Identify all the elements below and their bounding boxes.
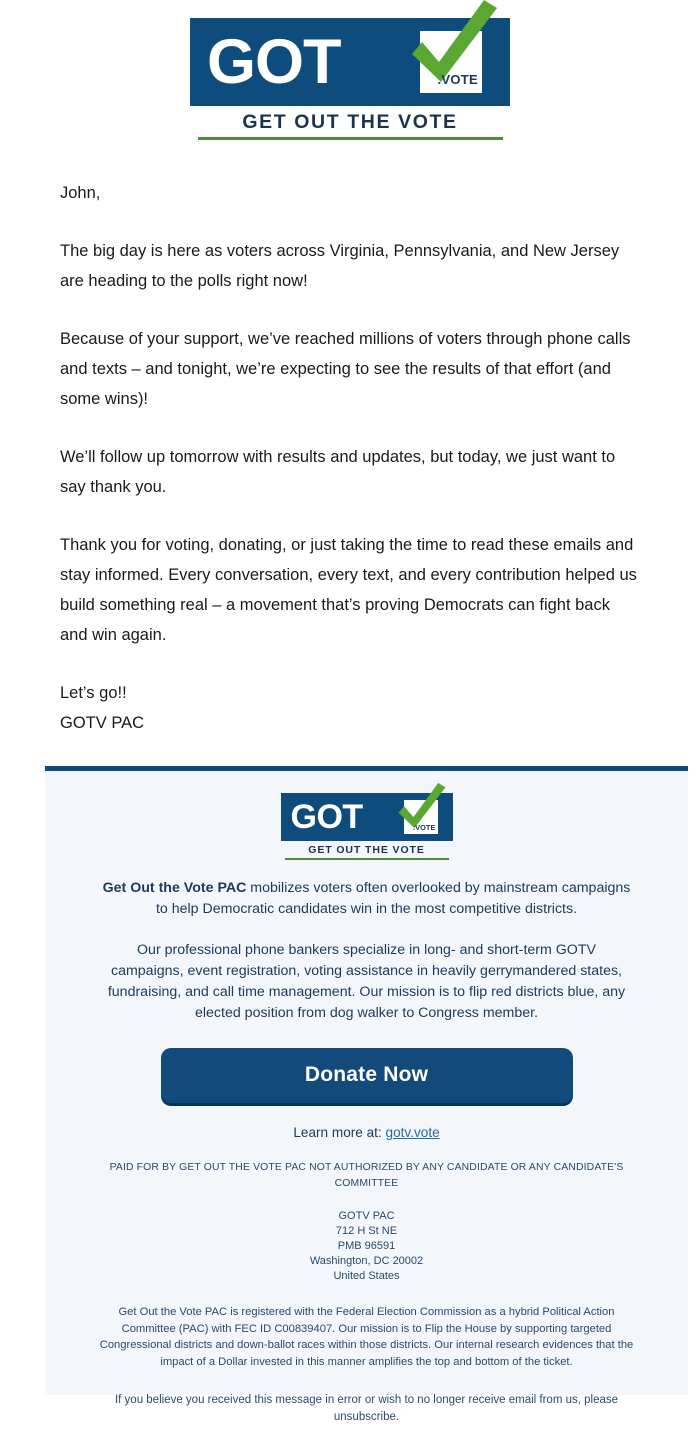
mission-statement	[101, 878, 632, 920]
donate-now-button[interactable]: Donate Now	[161, 1048, 573, 1103]
address-country: United States	[333, 1270, 400, 1282]
address-org: GOTV PAC	[338, 1210, 395, 1222]
footer-logo-green-rule	[285, 858, 449, 860]
signoff-line-2: GOTV PAC	[60, 714, 145, 732]
paid-for-disclaimer: PAID FOR BY GET OUT THE VOTE PAC NOT AUTHORIZED BY ANY CANDIDATE OR ANY CANDIDATE'S COMMITTEE	[109, 1162, 624, 1189]
logo-dotvote-label: .VOTE	[437, 72, 478, 87]
body-paragraph-1: The big day is here as voters across Virginia, Pennsylvania, and New Jersey are heading to the polls right now!	[60, 242, 620, 290]
address-city-state-zip: Washington, DC 20002	[309, 1255, 424, 1267]
mission-statement-rest: mobilizes voters often overlooked by mainstream campaigns to help Democratic candidates win in the most competitive districts.	[155, 880, 631, 917]
signoff-line-1: Let’s go!!	[60, 684, 127, 702]
logo-tagline: GET OUT THE VOTE	[242, 111, 458, 133]
body-paragraph-4: Thank you for voting, donating, or just taking the time to read these emails and stay informed. Every conversation, every text, and every contribution helped us build something real – a movement that’s proving Democrats can fight back and win again.	[60, 536, 637, 644]
donate-row	[63, 1048, 670, 1103]
mission-org-name: Get Out the Vote PAC	[102, 880, 247, 896]
gotv-vote-link[interactable]: gotv.vote	[385, 1125, 440, 1140]
footer-logo-wordmark: GOT	[290, 798, 363, 836]
salutation: John,	[60, 184, 101, 202]
address-street: 712 H St NE	[335, 1225, 398, 1237]
signoff	[60, 678, 640, 738]
mailing-address	[63, 1209, 670, 1284]
brand-logo	[190, 18, 510, 140]
footer-brand-logo	[281, 793, 453, 860]
email-header	[0, 0, 700, 140]
address-pmb: PMB 96591	[337, 1240, 396, 1252]
unsubscribe-text: If you believe you received this message in error or wish to no longer receive email from us, please unsubscribe.	[114, 1394, 619, 1423]
body-paragraph-2: Because of your support, we’ve reached millions of voters through phone calls and texts – and tonight, we’re expecting to see the results of that effort (and some wins)!	[60, 330, 631, 408]
footer-logo-dotvote-label: .VOTE	[412, 823, 436, 832]
email-body	[0, 140, 700, 738]
footer-content	[45, 771, 688, 1436]
footer-logo-tagline: GET OUT THE VOTE	[308, 844, 425, 856]
body-paragraph-3: We’ll follow up tomorrow with results and updates, but today, we just want to say thank you.	[60, 448, 616, 496]
fec-registration-text: Get Out the Vote PAC is registered with the Federal Election Commission as a hybrid Political Action Committee (PAC) with FEC ID C00839407. Our mission is to Flip the House by supporting targeted Congressional districts and down-ballot races within those districts. Our internal research evidences that the impact of a Dollar invested in this manner amplifies the top and bottom of the ticket.	[99, 1306, 634, 1368]
logo-blue-bar	[190, 18, 510, 106]
email-footer	[45, 766, 688, 1423]
logo-wordmark: GOT	[207, 26, 341, 97]
learn-more-prefix: Learn more at:	[293, 1125, 386, 1140]
footer-logo-blue-bar	[281, 793, 453, 841]
learn-more-row	[63, 1125, 670, 1140]
services-statement: Our professional phone bankers specialize in long- and short-term GOTV campaigns, event registration, voting assistance in heavily gerrymandered states, fundraising, and call time management. Our mission is to flip red districts blue, any elected position from dog walker to Congress member.	[107, 942, 626, 1021]
logo-green-rule	[198, 137, 503, 140]
